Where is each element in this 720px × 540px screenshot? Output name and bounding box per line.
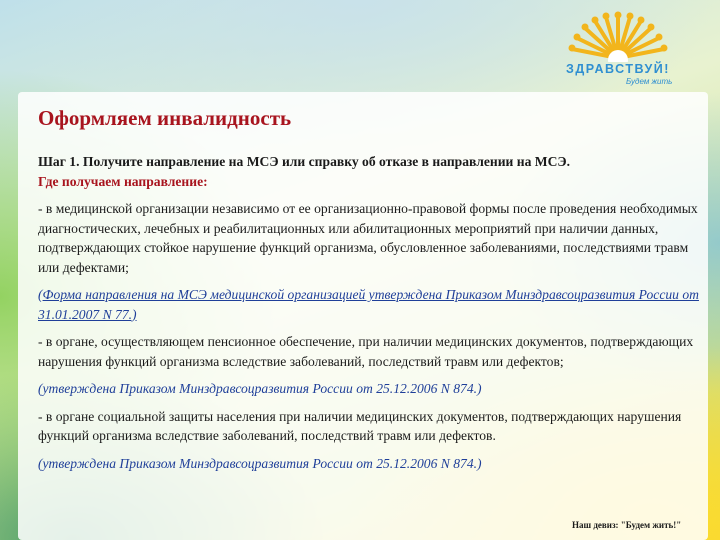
- logo-name: ЗДРАВСТВУЙ!: [566, 62, 670, 76]
- brand-logo: [556, 10, 680, 90]
- page-title: Оформляем инвалидность: [38, 106, 292, 130]
- reference-note: (утверждена Приказом Минздравсоцразвития России от 25.12.2006 N 874.): [38, 455, 482, 471]
- footer-motto: Наш девиз: "Будем жить!": [572, 520, 682, 530]
- list-item: - в медицинской организации независимо от ее организационно-правовой формы после проведения необходимых диагностических, лечебных и реабилитационных или абилитационных мероприятий при наличии данных, подтверждающих стойкое нарушение функций организма, обусловленное заболеваниями, последствиями травм или дефектами;: [38, 201, 698, 275]
- list-item: - в органе социальной защиты населения при наличии медицинских документов, подтверждающих нарушения функций организма вследствие заболеваний, последствий травм или дефектов.: [38, 408, 682, 443]
- where-heading: Где получаем направление:: [38, 173, 208, 189]
- reference-link[interactable]: Форма направления на МСЭ медицинской организацией утверждена Приказом Минздравсоцразвития России от 31.01.2007 N 77.): [38, 287, 699, 322]
- reference-note: (утверждена Приказом Минздравсоцразвития России от 25.12.2006 N 874.): [38, 381, 482, 396]
- reference-open-paren: (: [38, 287, 43, 302]
- logo-tagline: Будем жить: [626, 77, 673, 86]
- document-body: [38, 152, 702, 481]
- list-item: - в органе, осуществляющем пенсионное обеспечение, при наличии медицинских документов, подтверждающих нарушения функций организма вследствие заболеваний, последствий травм или дефектов;: [38, 334, 694, 369]
- sun-icon: [568, 10, 668, 62]
- reference-link-paragraph: [38, 285, 702, 324]
- step-heading: Шаг 1. Получите направление на МСЭ или справку об отказе в направлении на МСЭ.: [38, 154, 571, 169]
